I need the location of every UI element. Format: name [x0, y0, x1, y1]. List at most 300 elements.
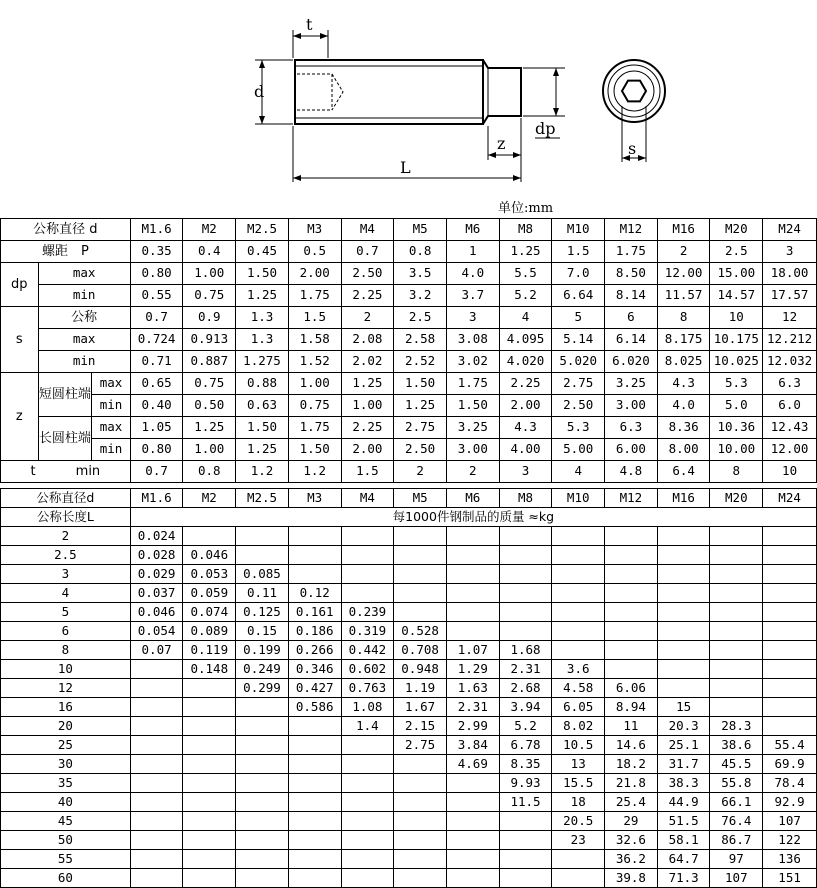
mass-cell [288, 736, 341, 755]
mass-cell: 11.5 [499, 793, 552, 812]
mass-cell: 14.6 [605, 736, 658, 755]
mass-cell [236, 736, 289, 755]
mass-cell [605, 584, 658, 603]
length-cell: 35 [1, 774, 131, 793]
label-t: t [306, 15, 313, 34]
value-cell: 1.2 [236, 461, 289, 483]
value-cell: 6.020 [605, 351, 658, 373]
mass-row [1, 527, 817, 546]
value-cell: 6.64 [552, 285, 605, 307]
mass-cell [341, 869, 394, 888]
value-cell: 2.75 [394, 417, 447, 439]
value-cell: 3.02 [446, 351, 499, 373]
set-screw-drawing [0, 0, 817, 195]
value-cell: 4.0 [446, 263, 499, 285]
value-cell: 1.52 [288, 351, 341, 373]
mass-cell [183, 717, 236, 736]
mass-cell [763, 641, 817, 660]
mass-cell [499, 869, 552, 888]
value-cell: 0.45 [236, 241, 289, 263]
mass-cell [130, 812, 183, 831]
value-cell: 2 [446, 461, 499, 483]
mass-cell: 18.2 [605, 755, 658, 774]
mass-cell: 0.11 [236, 584, 289, 603]
value-cell: 4.8 [605, 461, 658, 483]
mass-cell [288, 527, 341, 546]
mass-cell: 11 [605, 717, 658, 736]
length-cell: 2.5 [1, 546, 131, 565]
mass-cell [236, 869, 289, 888]
mass-cell [499, 850, 552, 869]
screw-body [295, 60, 483, 124]
value-cell: 0.7 [341, 241, 394, 263]
mass-cell: 107 [710, 869, 763, 888]
mass-cell [657, 603, 710, 622]
value-cell: 1.05 [130, 417, 183, 439]
mass-cell: 86.7 [710, 831, 763, 850]
mass-cell [183, 679, 236, 698]
length-cell: 25 [1, 736, 131, 755]
value-cell: 8.14 [605, 285, 658, 307]
value-cell: 2.08 [341, 329, 394, 351]
length-cell: 8 [1, 641, 131, 660]
value-cell: 4 [552, 461, 605, 483]
value-cell: 1.00 [183, 263, 236, 285]
mass-cell [657, 641, 710, 660]
size-header: M2 [183, 219, 236, 241]
value-cell: 10.025 [710, 351, 763, 373]
mass-cell: 31.7 [657, 755, 710, 774]
mass-cell [657, 622, 710, 641]
value-cell: 8.36 [657, 417, 710, 439]
value-cell: 12.00 [763, 439, 817, 461]
mass-cell: 0.054 [130, 622, 183, 641]
value-cell: 17.57 [763, 285, 817, 307]
label-L: L [400, 158, 411, 177]
value-cell: 0.75 [288, 395, 341, 417]
mass-cell [130, 831, 183, 850]
value-cell: 2.58 [394, 329, 447, 351]
value-cell: 5.3 [710, 373, 763, 395]
size-header: M4 [341, 489, 394, 508]
value-cell: 1.25 [183, 417, 236, 439]
mass-cell [552, 869, 605, 888]
value-cell: 4.3 [657, 373, 710, 395]
value-cell: 4.020 [499, 351, 552, 373]
mass-cell: 1.07 [446, 641, 499, 660]
size-header: M6 [446, 219, 499, 241]
value-cell: 3 [763, 241, 817, 263]
mass-cell: 69.9 [763, 755, 817, 774]
mass-row [1, 850, 817, 869]
value-cell: 2.00 [288, 263, 341, 285]
size-header: M10 [552, 219, 605, 241]
min-label: min [38, 285, 130, 307]
mass-cell: 0.085 [236, 565, 289, 584]
mass-cell: 13 [552, 755, 605, 774]
length-cell: 6 [1, 622, 131, 641]
mass-cell: 0.037 [130, 584, 183, 603]
mass-table [0, 488, 817, 888]
mass-cell: 1.4 [341, 717, 394, 736]
t-min-row [1, 461, 817, 483]
mass-row [1, 584, 817, 603]
value-cell: 3.00 [446, 439, 499, 461]
mass-cell: 0.186 [288, 622, 341, 641]
value-cell: 0.8 [183, 461, 236, 483]
mass-cell [710, 527, 763, 546]
mass-cell: 38.6 [710, 736, 763, 755]
mass-cell [288, 793, 341, 812]
value-cell: 2.00 [499, 395, 552, 417]
mass-cell: 122 [763, 831, 817, 850]
value-cell: 2 [341, 307, 394, 329]
mass-cell [183, 736, 236, 755]
s-min-row [1, 351, 817, 373]
mass-cell: 0.319 [341, 622, 394, 641]
mass-cell: 0.708 [394, 641, 447, 660]
mass-cell: 5.2 [499, 717, 552, 736]
value-cell: 2.00 [341, 439, 394, 461]
value-cell: 5.020 [552, 351, 605, 373]
value-cell: 10 [710, 307, 763, 329]
mass-cell: 28.3 [710, 717, 763, 736]
value-cell: 0.63 [236, 395, 289, 417]
mass-cell: 1.19 [394, 679, 447, 698]
mass-cell [763, 660, 817, 679]
value-cell: 4.095 [499, 329, 552, 351]
mass-cell [657, 527, 710, 546]
value-cell: 1.5 [341, 461, 394, 483]
mass-cell [394, 774, 447, 793]
mass-cell [341, 546, 394, 565]
label-dp: dp [535, 119, 556, 138]
z-long-max-row [1, 417, 817, 439]
value-cell: 5.2 [499, 285, 552, 307]
mass-cell [710, 679, 763, 698]
value-cell: 0.80 [130, 263, 183, 285]
mass-cell [394, 793, 447, 812]
mass-cell: 23 [552, 831, 605, 850]
value-cell: 0.724 [130, 329, 183, 351]
nominal-label: 公称 [38, 307, 130, 329]
mass-cell [499, 527, 552, 546]
value-cell: 5.14 [552, 329, 605, 351]
mass-cell: 20.3 [657, 717, 710, 736]
mass-cell [499, 584, 552, 603]
mass-cell: 78.4 [763, 774, 817, 793]
s-nom-row [1, 307, 817, 329]
value-cell: 2.52 [394, 351, 447, 373]
value-cell: 1.75 [605, 241, 658, 263]
value-cell: 1.58 [288, 329, 341, 351]
value-cell: 0.65 [130, 373, 183, 395]
value-cell: 2.50 [394, 439, 447, 461]
value-cell: 0.913 [183, 329, 236, 351]
mass-cell: 8.94 [605, 698, 658, 717]
dp-min-row [1, 285, 817, 307]
z-short-max-row [1, 373, 817, 395]
value-cell: 4.00 [499, 439, 552, 461]
mass-cell [236, 755, 289, 774]
z-long-min-row [1, 439, 817, 461]
value-cell: 5.00 [552, 439, 605, 461]
value-cell: 2.50 [341, 263, 394, 285]
mass-cell: 25.1 [657, 736, 710, 755]
mass-cell: 0.074 [183, 603, 236, 622]
value-cell: 1 [446, 241, 499, 263]
mass-cell: 55.8 [710, 774, 763, 793]
mass-cell [183, 812, 236, 831]
value-cell: 7.0 [552, 263, 605, 285]
max-label: max [92, 417, 131, 439]
mass-cell: 45.5 [710, 755, 763, 774]
mass-cell [446, 584, 499, 603]
value-cell: 1.25 [499, 241, 552, 263]
mass-cell: 0.427 [288, 679, 341, 698]
mass-cell [499, 812, 552, 831]
mass-cell [657, 660, 710, 679]
mass-cell [341, 736, 394, 755]
mass-cell: 18 [552, 793, 605, 812]
mass-cell: 15.5 [552, 774, 605, 793]
value-cell: 2.75 [552, 373, 605, 395]
value-cell: 1.00 [341, 395, 394, 417]
mass-row [1, 755, 817, 774]
mass-cell: 0.299 [236, 679, 289, 698]
mass-cell [763, 584, 817, 603]
mass-cell: 0.15 [236, 622, 289, 641]
value-cell: 5 [552, 307, 605, 329]
mass-cell [763, 622, 817, 641]
mass-cell [341, 850, 394, 869]
mass-cell [183, 850, 236, 869]
mass-cell: 21.8 [605, 774, 658, 793]
size-header: M16 [657, 219, 710, 241]
value-cell: 1.25 [341, 373, 394, 395]
mass-cell [130, 774, 183, 793]
mass-cell [710, 660, 763, 679]
value-cell: 3.08 [446, 329, 499, 351]
mass-cell: 2.68 [499, 679, 552, 698]
mass-cell [183, 774, 236, 793]
value-cell: 1.00 [183, 439, 236, 461]
size-header: M3 [288, 219, 341, 241]
mass-cell [446, 603, 499, 622]
mass-cell: 3.94 [499, 698, 552, 717]
mass-cell [341, 774, 394, 793]
size-header: M2.5 [236, 489, 289, 508]
value-cell: 8.175 [657, 329, 710, 351]
mass-cell: 10.5 [552, 736, 605, 755]
size-header: M2.5 [236, 219, 289, 241]
mass-row [1, 546, 817, 565]
mass-row [1, 869, 817, 888]
value-cell: 8.00 [657, 439, 710, 461]
s-max-row [1, 329, 817, 351]
value-cell: 1.00 [288, 373, 341, 395]
length-cell: 16 [1, 698, 131, 717]
mass-cell: 97 [710, 850, 763, 869]
size-header: M2 [183, 489, 236, 508]
mass-cell [130, 736, 183, 755]
value-cell: 2.50 [552, 395, 605, 417]
mass-cell [288, 717, 341, 736]
mass-cell [446, 546, 499, 565]
label-s: s [628, 139, 637, 158]
size-header: M24 [763, 489, 817, 508]
mass-row [1, 641, 817, 660]
mass-cell [763, 546, 817, 565]
value-cell: 1.50 [236, 263, 289, 285]
mass-cell [605, 622, 658, 641]
mass-cell [130, 698, 183, 717]
mass-cell [446, 831, 499, 850]
mass-cell [130, 755, 183, 774]
long-dog-label: 长圆柱端 [38, 417, 92, 461]
value-cell: 2.5 [710, 241, 763, 263]
mass-cell: 92.9 [763, 793, 817, 812]
mass-cell [499, 831, 552, 850]
mass-cell: 0.07 [130, 641, 183, 660]
mass-cell [552, 527, 605, 546]
mass-cell [394, 831, 447, 850]
mass-cell [236, 831, 289, 850]
value-cell: 1.3 [236, 307, 289, 329]
max-label: max [38, 329, 130, 351]
mass-cell [446, 812, 499, 831]
mass-cell: 25.4 [605, 793, 658, 812]
size-header: M6 [446, 489, 499, 508]
mass-cell: 1.63 [446, 679, 499, 698]
size-header: M12 [605, 489, 658, 508]
size-header: M20 [710, 219, 763, 241]
mass-cell [710, 546, 763, 565]
mass-cell [552, 850, 605, 869]
mass-cell [605, 603, 658, 622]
value-cell: 11.57 [657, 285, 710, 307]
mass-row [1, 660, 817, 679]
mass-cell [446, 622, 499, 641]
value-cell: 6.3 [763, 373, 817, 395]
value-cell: 1.75 [288, 417, 341, 439]
mass-cell [552, 546, 605, 565]
mass-cell [394, 584, 447, 603]
header-row [1, 219, 817, 241]
mass-cell [394, 546, 447, 565]
mass-cell [710, 603, 763, 622]
mass-cell: 66.1 [710, 793, 763, 812]
min-label: min [75, 464, 101, 479]
mass-cell [446, 774, 499, 793]
mass-cell [236, 698, 289, 717]
value-cell: 0.75 [183, 373, 236, 395]
mass-cell [130, 869, 183, 888]
mass-cell [763, 698, 817, 717]
mass-cell: 0.763 [341, 679, 394, 698]
size-header: M3 [288, 489, 341, 508]
value-cell: 1.3 [236, 329, 289, 351]
value-cell: 0.887 [183, 351, 236, 373]
value-cell: 3.25 [605, 373, 658, 395]
mass-cell: 0.586 [288, 698, 341, 717]
dp-max-row [1, 263, 817, 285]
mass-cell [236, 717, 289, 736]
mass-cell [446, 527, 499, 546]
mass-cell [236, 774, 289, 793]
value-cell: 0.9 [183, 307, 236, 329]
mass-cell [130, 850, 183, 869]
mass-cell [236, 850, 289, 869]
value-cell: 5.5 [499, 263, 552, 285]
mass-cell [183, 527, 236, 546]
length-cell: 40 [1, 793, 131, 812]
mass-cell [710, 698, 763, 717]
mass-cell [341, 812, 394, 831]
mass-cell [394, 565, 447, 584]
mass-cell [341, 527, 394, 546]
mass-cell: 1.29 [446, 660, 499, 679]
mass-cell [288, 546, 341, 565]
size-header: M16 [657, 489, 710, 508]
size-header: M4 [341, 219, 394, 241]
value-cell: 0.4 [183, 241, 236, 263]
mass-cell [236, 812, 289, 831]
mass-cell [763, 717, 817, 736]
value-cell: 0.88 [236, 373, 289, 395]
value-cell: 6.4 [657, 461, 710, 483]
mass-cell: 8.35 [499, 755, 552, 774]
mass-row [1, 736, 817, 755]
value-cell: 5.0 [710, 395, 763, 417]
mass-cell [763, 679, 817, 698]
mass-cell: 51.5 [657, 812, 710, 831]
value-cell: 15.00 [710, 263, 763, 285]
value-cell: 0.71 [130, 351, 183, 373]
mass-header-row [1, 489, 817, 508]
value-cell: 1.2 [288, 461, 341, 483]
mass-cell [288, 774, 341, 793]
mass-cell: 2.99 [446, 717, 499, 736]
mass-cell: 0.046 [183, 546, 236, 565]
mass-cell [605, 660, 658, 679]
mass-cell: 76.4 [710, 812, 763, 831]
mass-cell [499, 622, 552, 641]
mass-cell [763, 565, 817, 584]
mass-cell: 15 [657, 698, 710, 717]
value-cell: 3.5 [394, 263, 447, 285]
mass-cell: 38.3 [657, 774, 710, 793]
mass-row [1, 622, 817, 641]
value-cell: 3 [499, 461, 552, 483]
mass-cell: 55.4 [763, 736, 817, 755]
mass-cell [130, 679, 183, 698]
max-label: max [38, 263, 130, 285]
mass-cell [763, 603, 817, 622]
value-cell: 10.00 [710, 439, 763, 461]
value-cell: 3.2 [394, 285, 447, 307]
mass-cell: 20.5 [552, 812, 605, 831]
hex-socket [622, 81, 646, 102]
value-cell: 6.14 [605, 329, 658, 351]
mass-cell: 0.266 [288, 641, 341, 660]
mass-cell: 0.053 [183, 565, 236, 584]
value-cell: 1.50 [394, 373, 447, 395]
mass-cell [499, 546, 552, 565]
mass-cell [341, 565, 394, 584]
value-cell: 1.75 [288, 285, 341, 307]
value-cell: 2 [657, 241, 710, 263]
